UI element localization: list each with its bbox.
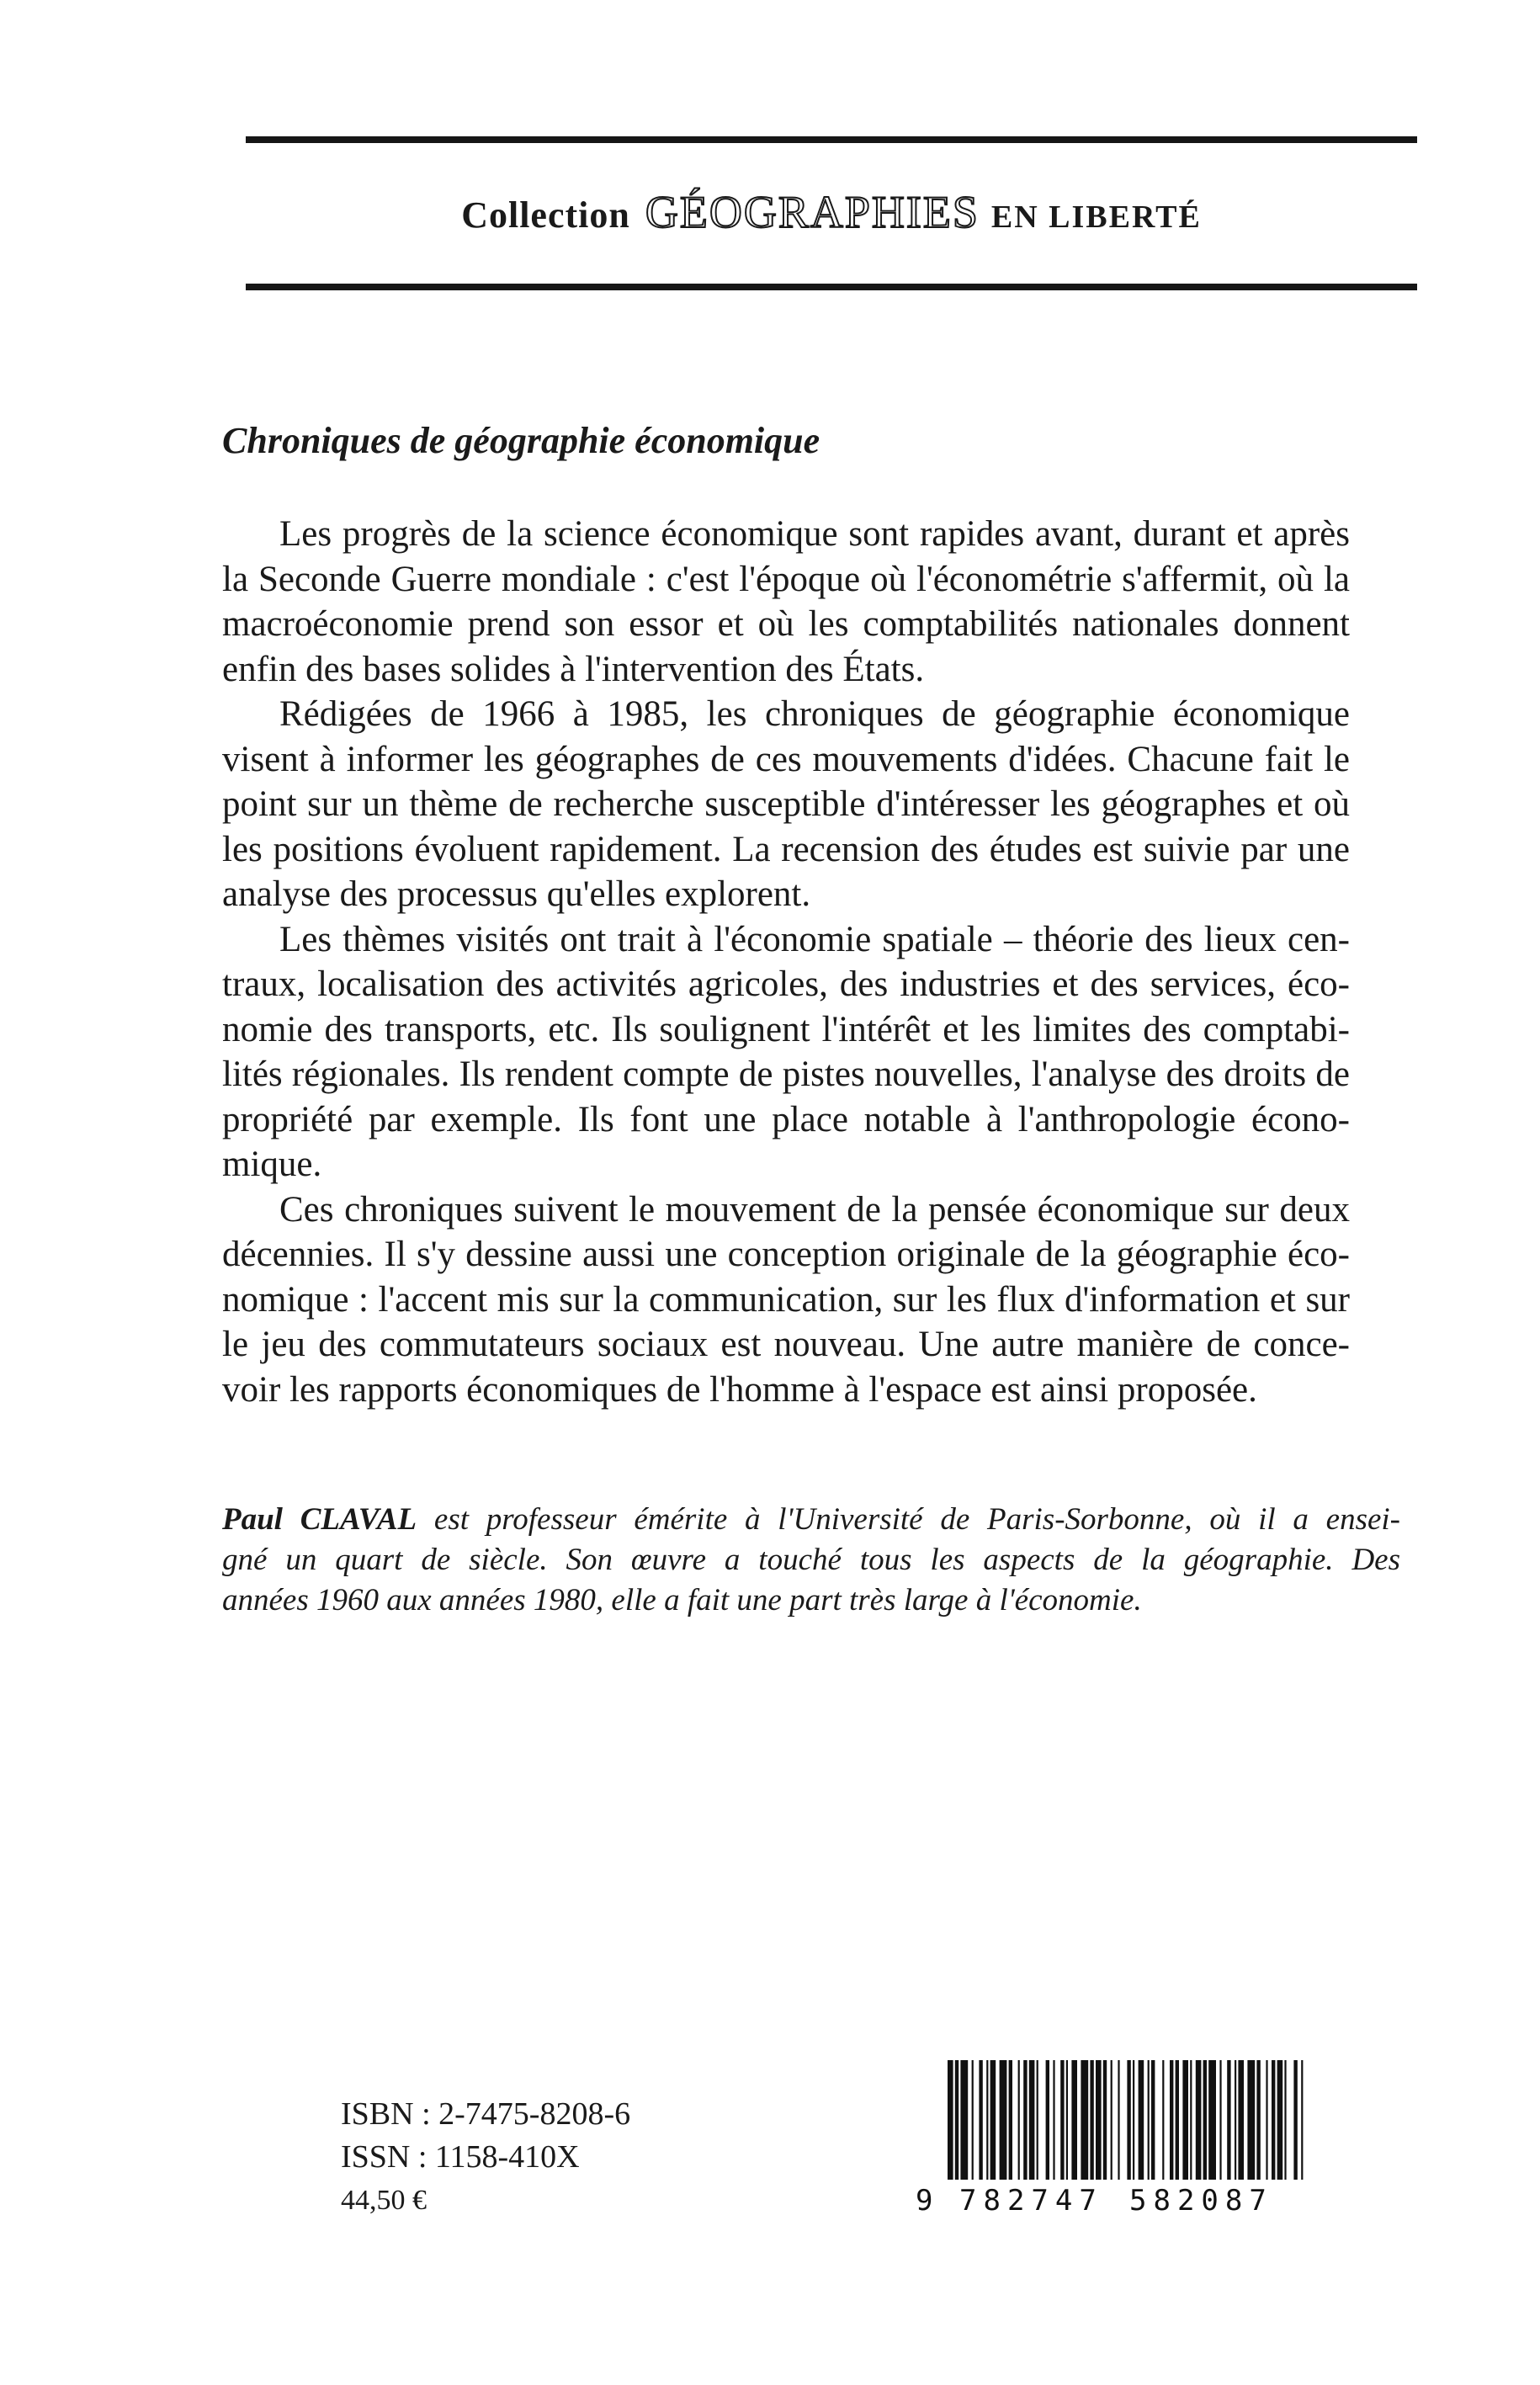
barcode-bar [1219, 2060, 1221, 2180]
barcode-bar [1071, 2060, 1077, 2180]
series-name: GÉOGRAPHIES [645, 187, 980, 237]
body-line: nomie des transports, etc. Ils soulignent l'intérêt et les limites des comptabi- [222, 1009, 1350, 1049]
body-line: Ces chroniques suivent le mouvement de la pensée économique sur deux [279, 1189, 1350, 1230]
barcode-bar [1293, 2060, 1297, 2180]
book-title: Chroniques de géographie économique [222, 420, 820, 461]
barcode-bar [1018, 2060, 1020, 2180]
barcode-bar [1162, 2060, 1164, 2180]
barcode-bar [1139, 2060, 1144, 2180]
body-line: mique. [222, 1145, 322, 1184]
collection-header [246, 187, 1417, 249]
barcode-bar [1066, 2060, 1068, 2180]
barcode-bar [1103, 2060, 1107, 2180]
barcode-bar [990, 2060, 996, 2180]
body-line: les positions évoluent rapidement. La recension des études est suivie par une [222, 829, 1350, 869]
barcode-bar [1235, 2060, 1236, 2180]
price: 44,50 € [341, 2185, 427, 2216]
barcode-bar [986, 2060, 988, 2180]
barcode-bar [1247, 2060, 1255, 2180]
barcode-bar [1096, 2060, 1102, 2180]
issn: ISSN : 1158-410X [341, 2139, 580, 2175]
barcode-bar [1266, 2060, 1267, 2180]
body-line: lités régionales. Ils rendent compte de pistes nouvelles, l'analyse des droits de [222, 1054, 1350, 1094]
barcode-bar [1046, 2060, 1049, 2180]
barcode-bar [955, 2060, 959, 2180]
barcode-bar [1133, 2060, 1134, 2180]
body-line: Les progrès de la science économique sont rapides avant, durant et après [279, 514, 1350, 554]
barcode-bar [1227, 2060, 1230, 2180]
barcode-bar [1081, 2060, 1088, 2180]
body-line: analyse des processus qu'elles explorent. [222, 874, 811, 914]
barcode-bar [1029, 2060, 1035, 2180]
barcode-bar [1196, 2060, 1202, 2180]
author-bio-line [222, 1500, 1400, 1540]
author-bio [222, 1500, 1400, 1621]
barcode-digit-first: 9 [916, 2184, 933, 2217]
body-line: décennies. Il s'y dessine aussi une conception originale de la géographie éco- [222, 1235, 1350, 1274]
body-line: propriété par exemple. Ils font une place notable à l'anthropologie écono- [222, 1099, 1350, 1139]
top-rule [246, 136, 1417, 143]
barcode-bar [1277, 2060, 1283, 2180]
barcode-bar [972, 2060, 974, 2180]
summary-text [222, 512, 1350, 1412]
barcode-bar [960, 2060, 968, 2180]
barcode-bar [1009, 2060, 1012, 2180]
author-name: Paul CLAVAL [222, 1502, 417, 1537]
barcode-digits-left: 782747 [959, 2184, 1103, 2217]
barcode-bar [1301, 2060, 1303, 2180]
bottom-rule [246, 284, 1417, 290]
isbn: ISBN : 2-7475-8208-6 [341, 2096, 631, 2132]
barcode-bar [1284, 2060, 1286, 2180]
barcode-bar [1203, 2060, 1207, 2180]
barcode-bar [948, 2060, 953, 2180]
body-line: Rédigées de 1966 à 1985, les chroniques de géographie économique [279, 694, 1350, 734]
body-line: la Seconde Guerre mondiale : c'est l'époque où l'économétrie s'affermit, où la [222, 559, 1350, 599]
body-line: point sur un thème de recherche susceptible d'intéresser les géographes et où [222, 784, 1350, 824]
body-line: traux, localisation des activités agricoles, des industries et des services, éco- [222, 964, 1350, 1004]
barcode-bar [1118, 2060, 1119, 2180]
barcode-graphic [911, 2057, 1316, 2217]
barcode-bar [1238, 2060, 1244, 2180]
barcode-bar [1000, 2060, 1007, 2180]
barcode-bar [979, 2060, 982, 2180]
publication-info [341, 2093, 630, 2222]
barcode-bar [1190, 2060, 1192, 2180]
barcode-bar [1151, 2060, 1155, 2180]
barcode-bar [1170, 2060, 1173, 2180]
body-line: Les thèmes visités ont trait à l'économie spatiale – théorie des lieux cen- [279, 919, 1350, 959]
series-name-tail: EN LIBERTÉ [990, 199, 1202, 235]
barcode-bar [1111, 2060, 1113, 2180]
barcode-bar [1060, 2060, 1064, 2180]
author-bio-line: gné un quart de siècle. Son œuvre a touché tous les aspects de la géographie. Des [222, 1543, 1400, 1577]
body-line: visent à informer les géographes de ces mouvements d'idées. Chacune fait le [222, 739, 1350, 779]
barcode-bar [1037, 2060, 1038, 2180]
collection-label: Collection [461, 194, 630, 236]
barcode-bar [1272, 2060, 1275, 2180]
body-line: nomique : l'accent mis sur la communication, sur les flux d'information et sur [222, 1279, 1350, 1320]
barcode-bar [1023, 2060, 1027, 2180]
barcode-bar [1208, 2060, 1216, 2180]
barcode-bar [1090, 2060, 1093, 2180]
author-bio-text: est professeur émérite à l'Université de Paris-Sorbonne, où il a ensei- [417, 1502, 1400, 1537]
barcode-bar [1148, 2060, 1150, 2180]
body-line: enfin des bases solides à l'intervention des États. [222, 649, 925, 689]
barcode [911, 2057, 1316, 2217]
author-bio-line: années 1960 aux années 1980, elle a fait une part très large à l'économie. [222, 1583, 1142, 1617]
body-line: voir les rapports économiques de l'homme à l'espace est ainsi proposée. [222, 1369, 1257, 1410]
barcode-digits-right: 582087 [1129, 2184, 1273, 2217]
body-line: le jeu des commutateurs sociaux est nouveau. Une autre manière de conce- [222, 1325, 1350, 1364]
body-line: macroéconomie prend son essor et où les comptabilités nationales donnent [222, 604, 1350, 644]
barcode-bars [948, 2060, 1303, 2180]
barcode-bar [1053, 2060, 1054, 2180]
barcode-bar [1127, 2060, 1130, 2180]
barcode-bar [1256, 2060, 1260, 2180]
barcode-bar [1182, 2060, 1188, 2180]
barcode-bar [1176, 2060, 1179, 2180]
